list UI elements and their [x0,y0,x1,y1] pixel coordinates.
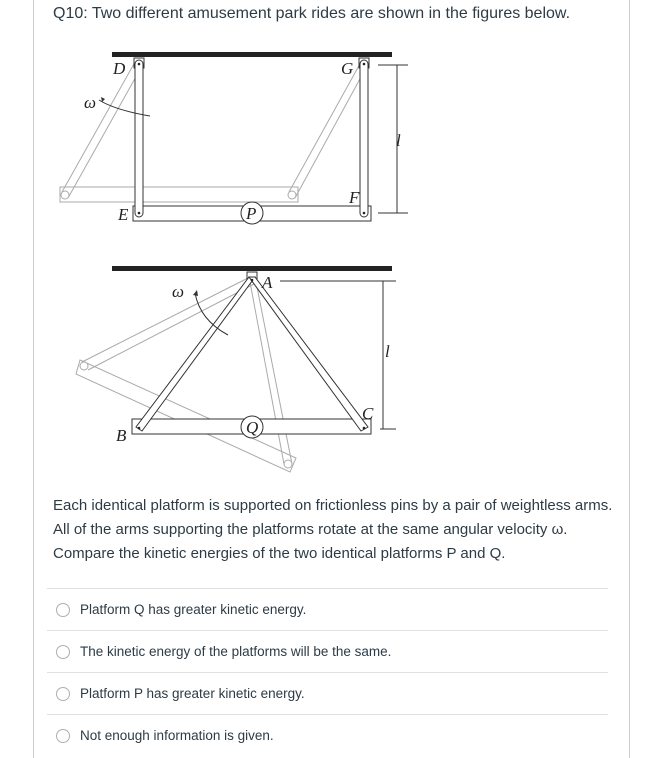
arm-ac [249,277,368,431]
label-l: l [396,131,401,150]
top-ride-diagram [60,52,408,224]
answer-option[interactable] [47,630,608,672]
label-f: F [349,188,360,207]
label-q: Q [246,418,259,437]
arm-de [135,60,143,217]
question-title: Q10: Two different amusement park rides are shown in the figures below. [53,5,571,22]
ceiling-bar [112,266,392,271]
label-c: C [362,404,374,423]
answer-label: Not enough information is given. [80,728,274,743]
label-g: G [341,59,354,78]
answer-label: Platform P has greater kinetic energy. [80,686,305,701]
answer-option[interactable] [47,672,608,714]
label-d: D [113,59,126,78]
question-stem: Each identical platform is supported on frictionless pins by a pair of weightless arms. All of the arms supporting the platforms rotate at the same angular velocity ω. Compare the kinetic energies of the two identical platforms P and Q. [53,497,613,562]
radio-button[interactable] [56,645,70,659]
ghost-position [76,277,296,472]
label-omega: ω [84,93,97,112]
ghost-position [60,62,367,202]
answer-option[interactable] [47,588,608,630]
label-omega: ω [172,282,185,301]
label-l: l [385,342,390,361]
label-a: A [262,273,273,292]
arm-gf [360,60,368,217]
answer-label: Platform Q has greater kinetic energy. [80,602,307,617]
answer-option[interactable] [47,714,608,756]
arm-ab [136,277,255,431]
radio-button[interactable] [56,603,70,617]
radio-button[interactable] [56,687,70,701]
bottom-ride-diagram [76,266,396,472]
label-e: E [118,205,129,224]
answer-list [47,588,608,756]
label-p: P [246,204,257,223]
answer-label: The kinetic energy of the platforms will be the same. [80,644,392,659]
label-b: B [116,426,127,445]
ceiling-bar [112,52,392,57]
